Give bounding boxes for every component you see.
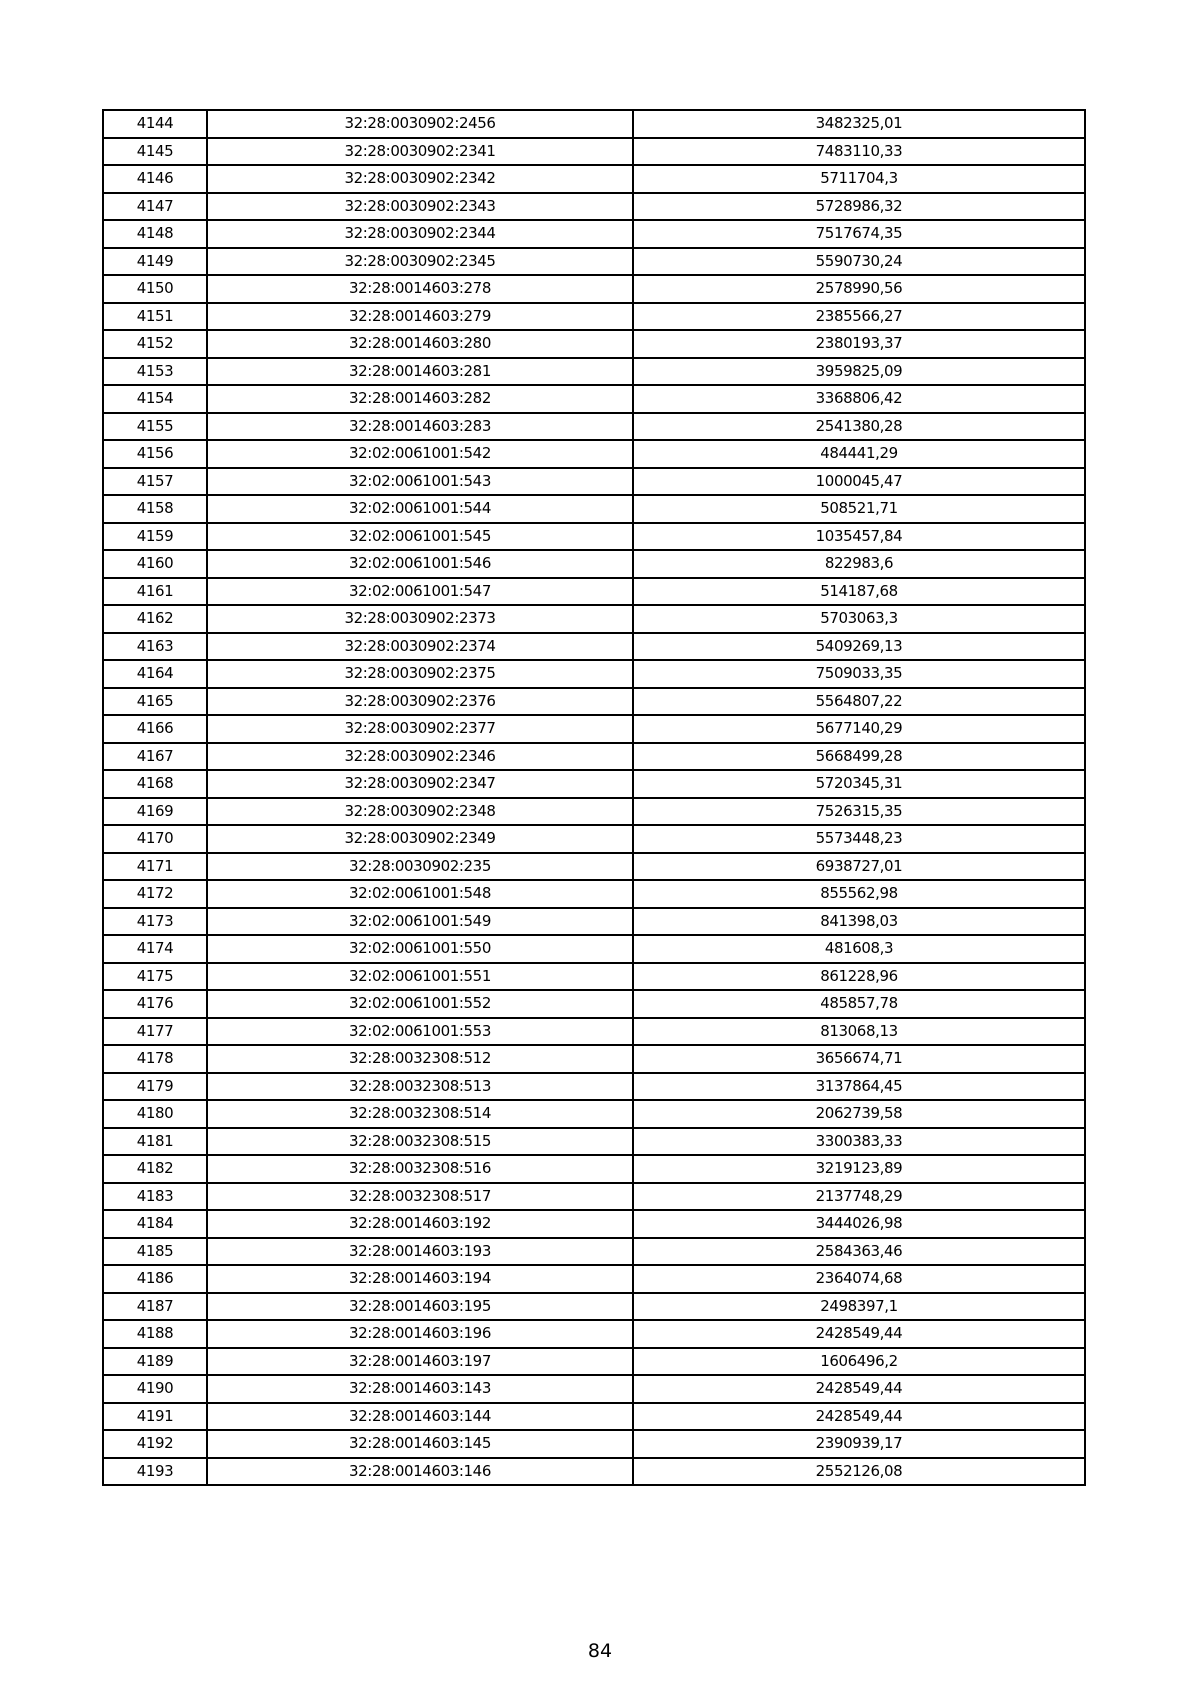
cadastral-number-cell: 32:28:0032308:515 xyxy=(207,1128,633,1156)
table-row xyxy=(103,1018,1085,1046)
table-row xyxy=(103,303,1085,331)
cadastral-value-cell: 7526315,35 xyxy=(633,798,1085,826)
row-number-cell: 4166 xyxy=(103,715,207,743)
row-number-cell: 4162 xyxy=(103,605,207,633)
table-row xyxy=(103,1128,1085,1156)
table-body xyxy=(103,110,1085,1485)
table-row xyxy=(103,330,1085,358)
row-number-cell: 4165 xyxy=(103,688,207,716)
table-row xyxy=(103,358,1085,386)
cadastral-number-cell: 32:28:0014603:195 xyxy=(207,1293,633,1321)
row-number-cell: 4185 xyxy=(103,1238,207,1266)
table-row xyxy=(103,1238,1085,1266)
cadastral-number-cell: 32:02:0061001:548 xyxy=(207,880,633,908)
page-number: 84 xyxy=(587,1640,613,1662)
cadastral-number-cell: 32:28:0030902:2349 xyxy=(207,825,633,853)
row-number-cell: 4168 xyxy=(103,770,207,798)
cadastral-value-cell: 6938727,01 xyxy=(633,853,1085,881)
cadastral-number-cell: 32:28:0032308:513 xyxy=(207,1073,633,1101)
table-row xyxy=(103,908,1085,936)
table-row xyxy=(103,385,1085,413)
table-row xyxy=(103,880,1085,908)
cadastral-value-cell: 5668499,28 xyxy=(633,743,1085,771)
table-row xyxy=(103,1155,1085,1183)
cadastral-value-cell: 2584363,46 xyxy=(633,1238,1085,1266)
row-number-cell: 4145 xyxy=(103,138,207,166)
cadastral-value-cell: 3219123,89 xyxy=(633,1155,1085,1183)
cadastral-value-cell: 855562,98 xyxy=(633,880,1085,908)
table-row xyxy=(103,963,1085,991)
cadastral-value-cell: 861228,96 xyxy=(633,963,1085,991)
cadastral-number-cell: 32:28:0014603:283 xyxy=(207,413,633,441)
table-row xyxy=(103,165,1085,193)
cadastral-value-cell: 3482325,01 xyxy=(633,110,1085,138)
table-row xyxy=(103,110,1085,138)
table-row xyxy=(103,688,1085,716)
cadastral-number-cell: 32:28:0014603:192 xyxy=(207,1210,633,1238)
row-number-cell: 4155 xyxy=(103,413,207,441)
table-row xyxy=(103,1210,1085,1238)
table-row xyxy=(103,138,1085,166)
cadastral-value-cell: 5720345,31 xyxy=(633,770,1085,798)
cadastral-value-cell: 2498397,1 xyxy=(633,1293,1085,1321)
cadastral-number-cell: 32:28:0030902:2374 xyxy=(207,633,633,661)
table-row xyxy=(103,715,1085,743)
cadastral-value-cell: 813068,13 xyxy=(633,1018,1085,1046)
row-number-cell: 4167 xyxy=(103,743,207,771)
cadastral-number-cell: 32:02:0061001:550 xyxy=(207,935,633,963)
cadastral-number-cell: 32:28:0014603:193 xyxy=(207,1238,633,1266)
cadastral-value-cell: 5711704,3 xyxy=(633,165,1085,193)
cadastral-value-cell: 2380193,37 xyxy=(633,330,1085,358)
row-number-cell: 4191 xyxy=(103,1403,207,1431)
cadastral-value-cell: 7517674,35 xyxy=(633,220,1085,248)
table-row xyxy=(103,1265,1085,1293)
row-number-cell: 4188 xyxy=(103,1320,207,1348)
cadastral-value-cell: 5677140,29 xyxy=(633,715,1085,743)
table-row xyxy=(103,440,1085,468)
cadastral-number-cell: 32:28:0030902:2341 xyxy=(207,138,633,166)
cadastral-number-cell: 32:28:0032308:517 xyxy=(207,1183,633,1211)
table-row xyxy=(103,770,1085,798)
cadastral-number-cell: 32:02:0061001:546 xyxy=(207,550,633,578)
cadastral-number-cell: 32:28:0014603:279 xyxy=(207,303,633,331)
table-row xyxy=(103,248,1085,276)
cadastral-value-cell: 3368806,42 xyxy=(633,385,1085,413)
cadastral-number-cell: 32:28:0014603:282 xyxy=(207,385,633,413)
table-row xyxy=(103,1403,1085,1431)
table-row xyxy=(103,935,1085,963)
table-row xyxy=(103,495,1085,523)
cadastral-value-cell: 2137748,29 xyxy=(633,1183,1085,1211)
cadastral-number-cell: 32:28:0014603:144 xyxy=(207,1403,633,1431)
cadastral-number-cell: 32:28:0030902:2373 xyxy=(207,605,633,633)
cadastral-value-cell: 2385566,27 xyxy=(633,303,1085,331)
table-row xyxy=(103,1100,1085,1128)
cadastral-value-cell: 485857,78 xyxy=(633,990,1085,1018)
row-number-cell: 4175 xyxy=(103,963,207,991)
row-number-cell: 4144 xyxy=(103,110,207,138)
table-row xyxy=(103,853,1085,881)
cadastral-number-cell: 32:28:0030902:2346 xyxy=(207,743,633,771)
cadastral-number-cell: 32:02:0061001:542 xyxy=(207,440,633,468)
row-number-cell: 4171 xyxy=(103,853,207,881)
cadastral-value-cell: 5409269,13 xyxy=(633,633,1085,661)
row-number-cell: 4193 xyxy=(103,1458,207,1486)
row-number-cell: 4160 xyxy=(103,550,207,578)
table-row xyxy=(103,1320,1085,1348)
cadastral-number-cell: 32:28:0030902:2342 xyxy=(207,165,633,193)
cadastral-value-cell: 5564807,22 xyxy=(633,688,1085,716)
cadastral-value-table xyxy=(102,109,1086,1486)
row-number-cell: 4163 xyxy=(103,633,207,661)
row-number-cell: 4147 xyxy=(103,193,207,221)
row-number-cell: 4152 xyxy=(103,330,207,358)
row-number-cell: 4148 xyxy=(103,220,207,248)
row-number-cell: 4183 xyxy=(103,1183,207,1211)
row-number-cell: 4164 xyxy=(103,660,207,688)
row-number-cell: 4170 xyxy=(103,825,207,853)
table-row xyxy=(103,1293,1085,1321)
cadastral-number-cell: 32:28:0030902:2344 xyxy=(207,220,633,248)
cadastral-number-cell: 32:02:0061001:552 xyxy=(207,990,633,1018)
table-row xyxy=(103,523,1085,551)
row-number-cell: 4186 xyxy=(103,1265,207,1293)
row-number-cell: 4181 xyxy=(103,1128,207,1156)
cadastral-number-cell: 32:02:0061001:544 xyxy=(207,495,633,523)
table-row xyxy=(103,798,1085,826)
cadastral-number-cell: 32:28:0030902:235 xyxy=(207,853,633,881)
cadastral-number-cell: 32:02:0061001:553 xyxy=(207,1018,633,1046)
cadastral-value-cell: 7509033,35 xyxy=(633,660,1085,688)
cadastral-value-cell: 1606496,2 xyxy=(633,1348,1085,1376)
row-number-cell: 4172 xyxy=(103,880,207,908)
cadastral-number-cell: 32:28:0014603:280 xyxy=(207,330,633,358)
cadastral-number-cell: 32:28:0032308:516 xyxy=(207,1155,633,1183)
cadastral-number-cell: 32:28:0014603:194 xyxy=(207,1265,633,1293)
row-number-cell: 4184 xyxy=(103,1210,207,1238)
cadastral-number-cell: 32:28:0030902:2347 xyxy=(207,770,633,798)
cadastral-value-cell: 3959825,09 xyxy=(633,358,1085,386)
cadastral-number-cell: 32:28:0014603:143 xyxy=(207,1375,633,1403)
cadastral-value-cell: 5590730,24 xyxy=(633,248,1085,276)
row-number-cell: 4153 xyxy=(103,358,207,386)
row-number-cell: 4151 xyxy=(103,303,207,331)
cadastral-number-cell: 32:02:0061001:551 xyxy=(207,963,633,991)
cadastral-value-cell: 1035457,84 xyxy=(633,523,1085,551)
cadastral-value-cell: 3300383,33 xyxy=(633,1128,1085,1156)
table-row xyxy=(103,1348,1085,1376)
row-number-cell: 4159 xyxy=(103,523,207,551)
cadastral-number-cell: 32:28:0014603:196 xyxy=(207,1320,633,1348)
cadastral-value-cell: 2428549,44 xyxy=(633,1375,1085,1403)
cadastral-number-cell: 32:28:0030902:2456 xyxy=(207,110,633,138)
row-number-cell: 4173 xyxy=(103,908,207,936)
table-row xyxy=(103,990,1085,1018)
table-row xyxy=(103,1183,1085,1211)
table-row xyxy=(103,550,1085,578)
table-row xyxy=(103,1073,1085,1101)
row-number-cell: 4154 xyxy=(103,385,207,413)
cadastral-value-cell: 2428549,44 xyxy=(633,1403,1085,1431)
cadastral-value-cell: 2428549,44 xyxy=(633,1320,1085,1348)
table-row xyxy=(103,578,1085,606)
cadastral-value-cell: 2578990,56 xyxy=(633,275,1085,303)
table-row xyxy=(103,660,1085,688)
row-number-cell: 4157 xyxy=(103,468,207,496)
table-row xyxy=(103,743,1085,771)
cadastral-value-cell: 1000045,47 xyxy=(633,468,1085,496)
row-number-cell: 4187 xyxy=(103,1293,207,1321)
row-number-cell: 4156 xyxy=(103,440,207,468)
row-number-cell: 4179 xyxy=(103,1073,207,1101)
cadastral-value-cell: 2364074,68 xyxy=(633,1265,1085,1293)
row-number-cell: 4161 xyxy=(103,578,207,606)
cadastral-value-cell: 508521,71 xyxy=(633,495,1085,523)
cadastral-number-cell: 32:02:0061001:549 xyxy=(207,908,633,936)
row-number-cell: 4177 xyxy=(103,1018,207,1046)
cadastral-value-cell: 5573448,23 xyxy=(633,825,1085,853)
row-number-cell: 4174 xyxy=(103,935,207,963)
table-row xyxy=(103,633,1085,661)
cadastral-number-cell: 32:28:0032308:512 xyxy=(207,1045,633,1073)
cadastral-number-cell: 32:28:0014603:278 xyxy=(207,275,633,303)
cadastral-value-cell: 841398,03 xyxy=(633,908,1085,936)
row-number-cell: 4189 xyxy=(103,1348,207,1376)
row-number-cell: 4192 xyxy=(103,1430,207,1458)
cadastral-number-cell: 32:28:0014603:146 xyxy=(207,1458,633,1486)
cadastral-value-cell: 2062739,58 xyxy=(633,1100,1085,1128)
row-number-cell: 4180 xyxy=(103,1100,207,1128)
cadastral-value-cell: 481608,3 xyxy=(633,935,1085,963)
cadastral-value-cell: 2552126,08 xyxy=(633,1458,1085,1486)
cadastral-number-cell: 32:02:0061001:543 xyxy=(207,468,633,496)
table-row xyxy=(103,275,1085,303)
cadastral-number-cell: 32:28:0014603:145 xyxy=(207,1430,633,1458)
cadastral-number-cell: 32:28:0030902:2345 xyxy=(207,248,633,276)
table-row xyxy=(103,1045,1085,1073)
row-number-cell: 4149 xyxy=(103,248,207,276)
row-number-cell: 4150 xyxy=(103,275,207,303)
table-row xyxy=(103,1458,1085,1486)
table-row xyxy=(103,220,1085,248)
table-row xyxy=(103,413,1085,441)
cadastral-value-cell: 3444026,98 xyxy=(633,1210,1085,1238)
table-row xyxy=(103,1375,1085,1403)
cadastral-number-cell: 32:28:0030902:2376 xyxy=(207,688,633,716)
cadastral-value-cell: 3656674,71 xyxy=(633,1045,1085,1073)
cadastral-number-cell: 32:02:0061001:545 xyxy=(207,523,633,551)
row-number-cell: 4182 xyxy=(103,1155,207,1183)
row-number-cell: 4190 xyxy=(103,1375,207,1403)
cadastral-value-cell: 2541380,28 xyxy=(633,413,1085,441)
cadastral-number-cell: 32:28:0030902:2377 xyxy=(207,715,633,743)
table-row xyxy=(103,605,1085,633)
cadastral-value-cell: 484441,29 xyxy=(633,440,1085,468)
cadastral-value-cell: 5703063,3 xyxy=(633,605,1085,633)
table-row xyxy=(103,825,1085,853)
row-number-cell: 4178 xyxy=(103,1045,207,1073)
table-row xyxy=(103,1430,1085,1458)
cadastral-number-cell: 32:28:0030902:2348 xyxy=(207,798,633,826)
cadastral-value-cell: 822983,6 xyxy=(633,550,1085,578)
table-row xyxy=(103,193,1085,221)
row-number-cell: 4146 xyxy=(103,165,207,193)
row-number-cell: 4176 xyxy=(103,990,207,1018)
cadastral-number-cell: 32:28:0030902:2343 xyxy=(207,193,633,221)
table-row xyxy=(103,468,1085,496)
cadastral-number-cell: 32:28:0014603:197 xyxy=(207,1348,633,1376)
row-number-cell: 4158 xyxy=(103,495,207,523)
cadastral-number-cell: 32:28:0014603:281 xyxy=(207,358,633,386)
row-number-cell: 4169 xyxy=(103,798,207,826)
cadastral-value-cell: 514187,68 xyxy=(633,578,1085,606)
cadastral-value-cell: 5728986,32 xyxy=(633,193,1085,221)
cadastral-value-cell: 7483110,33 xyxy=(633,138,1085,166)
cadastral-number-cell: 32:28:0032308:514 xyxy=(207,1100,633,1128)
cadastral-value-cell: 3137864,45 xyxy=(633,1073,1085,1101)
cadastral-number-cell: 32:28:0030902:2375 xyxy=(207,660,633,688)
cadastral-value-cell: 2390939,17 xyxy=(633,1430,1085,1458)
cadastral-number-cell: 32:02:0061001:547 xyxy=(207,578,633,606)
